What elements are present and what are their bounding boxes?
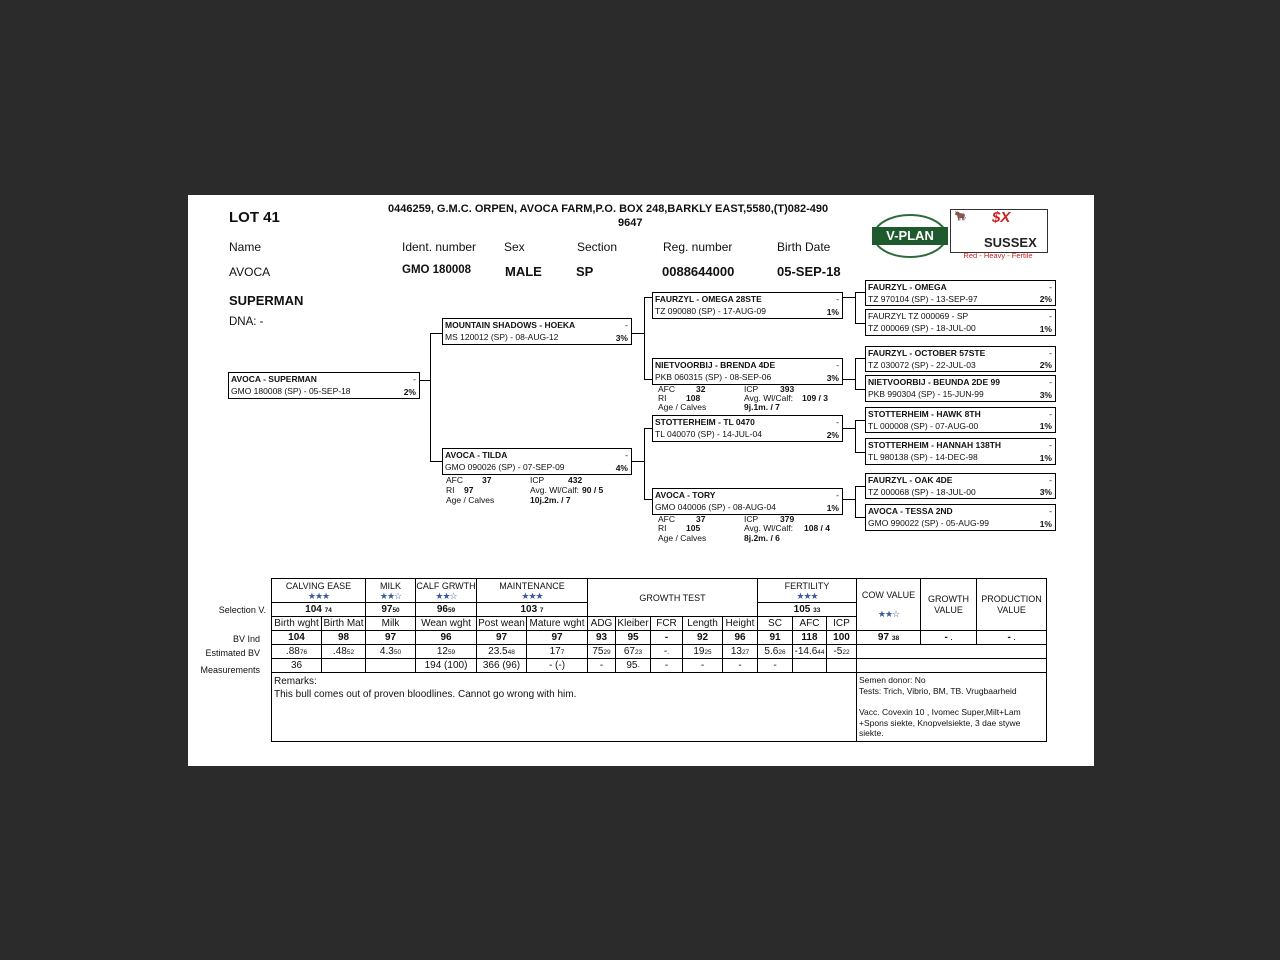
bv-cell: 98 <box>322 631 366 645</box>
calf-stars: ★★☆ <box>435 590 457 601</box>
meas-cell <box>827 659 857 673</box>
est-cell: -522 <box>827 645 857 659</box>
col-header: ADG <box>588 617 616 631</box>
meas-cell <box>366 659 416 673</box>
col-header: Wean wght <box>416 617 477 631</box>
animal-name-line2: SUPERMAN <box>229 293 304 308</box>
bv-cell: 93 <box>588 631 616 645</box>
col-header: Mature wght <box>527 617 588 631</box>
ebv-group-header: CALVING EASE ★★★ MILK ★★☆ CALF GRWTH ★★☆ MAINTENANCE ★★★ GROWTH TEST FERTILITY ★★★ COW VALUE ★★☆ GROWTH VALUE PRODUCTION VALUE <box>272 579 1047 603</box>
pedigree-sheet <box>188 195 1094 766</box>
ebv-selection-row: 104 74 9750 9659 103 7 105 33 <box>272 603 1047 617</box>
section-value: SP <box>576 264 594 279</box>
ebv-estimated-row <box>272 645 1047 659</box>
col-header: ICP <box>827 617 857 631</box>
sussex-title: SUSSEX <box>984 235 1037 250</box>
est-cell: 7529 <box>588 645 616 659</box>
sussex-mark: $X <box>992 209 1011 226</box>
est-cell: 23.548 <box>477 645 527 659</box>
col-header: Kleiber <box>617 618 649 629</box>
sussex-tagline: Red - Heavy - Fertile <box>963 251 1033 260</box>
pedigree-sire: MOUNTAIN SHADOWS - HOEKA MS 120012 (SP) - 08-AUG-12 - 3% <box>442 318 632 345</box>
lot-number: LOT 41 <box>229 209 280 226</box>
growth-value: - <box>944 632 948 643</box>
meas-cell: - <box>723 659 758 673</box>
pedigree-gg-3: FAURZYL - OCTOBER 57STE TZ 030072 (SP) - 22-JUL-03 - 2% <box>865 346 1056 372</box>
sire-dam-stats: AFC 32 ICP 393 RI 108 Avg. Wl/Calf: 109 / 3 Age / Calves 9j.1m. / 7 <box>658 384 828 412</box>
ebv-table <box>271 578 1047 742</box>
est-cell: 6723 <box>616 645 651 659</box>
row-label-bv: BV Ind <box>232 634 260 644</box>
animal-name: AVOCA <box>229 265 271 279</box>
col-header: Birth Mat <box>323 618 364 629</box>
pedigree-gg-2: FAURZYL TZ 000069 - SP TZ 000069 (SP) - 18-JUL-00 - 1% <box>865 309 1056 336</box>
vaccination-info: Vacc. Covexin 10 , Ivomec Super,Milt+Lam +Spons siekte, Knopvelsiekte, 3 dae stywe siekte. <box>859 707 1021 738</box>
row-label-measurements: Measurements <box>200 665 260 675</box>
est-cell: 1327 <box>723 645 758 659</box>
bv-cell: 91 <box>758 631 793 645</box>
pedigree-gg-1: FAURZYL - OMEGA TZ 970104 (SP) - 13-SEP-97 - 2% <box>865 280 1056 306</box>
ebv-remarks-row <box>272 673 1047 742</box>
maint-stars: ★★★ <box>521 590 543 601</box>
production-value: - <box>1007 632 1011 643</box>
section-label: Section <box>577 240 618 254</box>
breeder-info-line2: 9647 <box>618 217 643 229</box>
pedigree-dam: AVOCA - TILDA GMO 090026 (SP) - 07-SEP-09 - 4% <box>442 448 632 475</box>
pedigree-gg-6: STOTTERHEIM - HANNAH 138TH TL 980138 (SP) - 14-DEC-98 - 1% <box>865 438 1056 465</box>
birth-label: Birth Date <box>777 240 831 254</box>
bv-cell: 97 <box>477 631 527 645</box>
bv-cell: 97 <box>366 631 416 645</box>
pedigree-gg-8: AVOCA - TESSA 2ND GMO 990022 (SP) - 05-AUG-99 - 1% <box>865 504 1056 531</box>
cow-stars: ★★☆ <box>877 609 900 619</box>
bull-head-icon: 🐂 <box>954 211 967 222</box>
col-header: AFC <box>793 617 827 631</box>
meas-cell: 95- <box>616 659 651 673</box>
col-header: FCR <box>651 617 683 631</box>
sex-value: MALE <box>505 264 542 279</box>
pedigree-dam-dam: AVOCA - TORY GMO 040006 (SP) - 08-AUG-04 - 1% <box>652 488 843 515</box>
remarks-label: Remarks: <box>274 676 317 687</box>
meas-cell: - <box>758 659 793 673</box>
dna-value: DNA: - <box>229 316 264 328</box>
meas-cell: - <box>588 659 616 673</box>
name-label: Name <box>229 240 262 254</box>
semen-donor: Semen donor: No <box>859 675 926 685</box>
pedigree-gg-7: FAURZYL - OAK 4DE TZ 000068 (SP) - 18-JUL-00 - 3% <box>865 473 1056 499</box>
meas-cell: - <box>651 659 683 673</box>
bv-cell: 100 <box>827 631 857 645</box>
meas-cell: 194 (100) <box>416 659 477 673</box>
sex-label: Sex <box>504 240 525 254</box>
pedigree-gg-5: STOTTERHEIM - HAWK 8TH TL 000008 (SP) - 07-AUG-00 - 1% <box>865 407 1056 433</box>
vplan-logo <box>870 213 950 259</box>
meas-cell <box>793 659 827 673</box>
col-header: Length <box>683 617 723 631</box>
meas-cell: 36 <box>272 659 322 673</box>
est-cell: .8876 <box>272 645 322 659</box>
reg-label: Reg. number <box>663 240 733 254</box>
fert-stars: ★★★ <box>796 590 818 601</box>
est-cell: -14.644 <box>794 646 825 657</box>
tests-info: Tests: Trich, Vibrio, BM, TB. Vrugbaarheid <box>859 685 1017 696</box>
row-label-selection: Selection V. <box>218 605 266 615</box>
row-label-estimated: Estimated BV <box>205 648 260 658</box>
pedigree-dam-sire: STOTTERHEIM - TL 0470 TL 040070 (SP) - 14-JUL-04 - 2% <box>652 415 843 442</box>
dam-stats: AFC 37 ICP 432 RI 97 Avg. Wl/Calf: 90 / 5 Age / Calves 10j.2m. / 7 <box>446 475 604 505</box>
meas-cell: 366 (96) <box>477 659 527 673</box>
ident-label: Ident. number <box>402 240 477 254</box>
meas-cell: - (-) <box>527 659 588 673</box>
breeder-info: 0446259, G.M.C. ORPEN, AVOCA FARM,P.O. BOX 248,BARKLY EAST,5580,(T)082-490 <box>388 203 829 215</box>
col-header: Post wean <box>478 618 525 629</box>
col-header: SC <box>758 617 793 631</box>
bv-cell: 118 <box>793 631 827 645</box>
calving-stars: ★★★ <box>307 590 330 601</box>
ebv-bv-row: 104 98 97 96 97 97 93 95 - 92 96 91 118 100 97 38 - . - . <box>272 631 1047 645</box>
pedigree-self: AVOCA - SUPERMAN GMO 180008 (SP) - 05-SEP-18 - 2% <box>228 372 420 399</box>
bv-cell: 95 <box>616 631 651 645</box>
col-header: Birth wght <box>272 617 322 631</box>
milk-stars: ★★☆ <box>379 590 402 601</box>
vplan-logo-text: V-PLAN <box>886 228 934 243</box>
meas-cell <box>322 659 366 673</box>
col-header: Height <box>723 617 758 631</box>
bv-cell: 96 <box>416 631 477 645</box>
bv-cell: 97 <box>527 631 588 645</box>
remarks-text: This bull comes out of proven bloodlines. Cannot go wrong with him. <box>274 689 577 700</box>
bv-cell: - <box>651 631 683 645</box>
reg-number: 0088644000 <box>662 264 735 279</box>
cow-value: 97 <box>877 632 890 643</box>
bv-cell: 92 <box>683 631 723 645</box>
col-header: Milk <box>366 617 416 631</box>
pedigree-sire-sire: FAURZYL - OMEGA 28STE TZ 090080 (SP) - 17-AUG-09 - 1% <box>652 292 843 319</box>
est-cell: .4852 <box>322 645 366 659</box>
est-cell: 1925 <box>683 645 723 659</box>
est-cell: 5.626 <box>758 645 793 659</box>
ident-number: GMO 180008 <box>402 264 472 276</box>
bv-cell: 104 <box>272 631 322 645</box>
birth-date: 05-SEP-18 <box>777 264 841 279</box>
sussex-logo <box>950 209 1048 261</box>
pedigree-sire-dam: NIETVOORBIJ - BRENDA 4DE PKB 060315 (SP) - 08-SEP-06 - 3% <box>652 358 843 385</box>
meas-cell: - <box>683 659 723 673</box>
est-cell: 177 <box>527 645 588 659</box>
est-cell: 1259 <box>416 645 477 659</box>
ebv-measurements-row <box>272 659 1047 673</box>
est-cell: -. <box>651 645 683 659</box>
dam-dam-stats: AFC 37 ICP 379 RI 105 Avg. Wl/Calf: 108 / 4 Age / Calves 8j.2m. / 6 <box>658 514 830 543</box>
bv-cell: 96 <box>723 631 758 645</box>
pedigree-gg-4: NIETVOORBIJ - BEUNDA 2DE 99 PKB 990304 (SP) - 15-JUN-99 - 3% <box>865 375 1056 402</box>
est-cell: 4.350 <box>366 645 416 659</box>
